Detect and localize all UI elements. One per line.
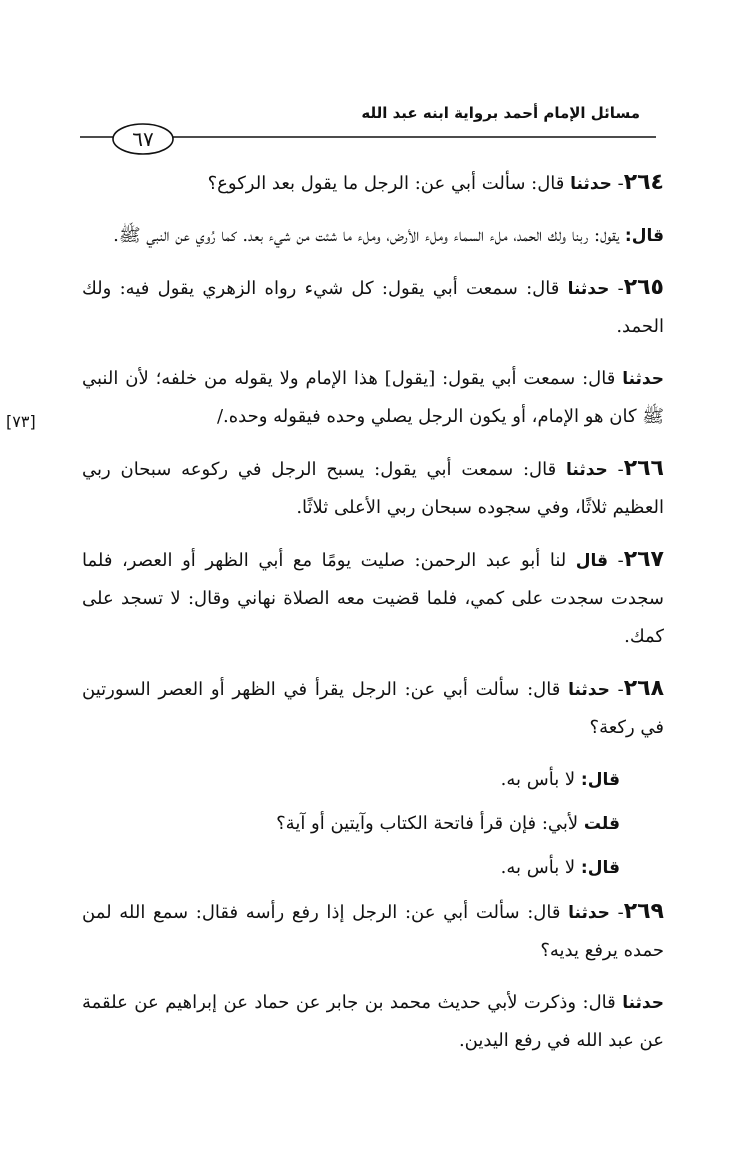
paragraph-text: قال: سألت أبي عن: الرجل يقرأ في الظهر أو العصر السورتين في ركعة؟ (82, 679, 664, 738)
qa-text: لأبي: فإن قرأ فاتحة الكتاب وآيتين أو آية؟ (276, 813, 584, 834)
entry-number: ٢٦٥ (623, 275, 664, 300)
keyword: حدثنا (622, 993, 664, 1013)
keyword: قال: (624, 226, 664, 246)
paragraph-text: قال: سمعت أبي يقول: كل شيء رواه الزهري يقول فيه: ولك الحمد. (82, 278, 664, 337)
entry-dash: - (611, 173, 624, 194)
keyword: قال: (580, 858, 620, 878)
keyword: قال (575, 551, 609, 571)
entry-dash: - (609, 902, 624, 923)
keyword: حدثنا (622, 369, 664, 389)
qa-text: لا بأس به. (500, 769, 581, 790)
paragraph (82, 893, 664, 970)
page-number: ٦٧ (132, 127, 154, 151)
paragraph (82, 164, 664, 203)
paragraph-text: قال: سمعت أبي يقول: يسبح الرجل في ركوعه سبحان ربي العظيم ثلاثًا، وفي سجوده سبحان ربي الأعلى ثلاثًا. (82, 459, 664, 518)
keyword: حدثنا (570, 174, 612, 194)
paragraph (82, 269, 664, 346)
keyword: حدثنا (568, 680, 610, 700)
entry-dash: - (609, 679, 624, 700)
qa-text: لا بأس به. (500, 857, 581, 878)
paragraph-text: قال: سألت أبي عن: الرجل إذا رفع رأسه فقال: سمع الله لمن حمده يرفع يديه؟ (82, 902, 664, 961)
keyword: حدثنا (567, 279, 610, 299)
keyword: حدثنا (568, 903, 610, 923)
paragraph-text: قال: وذكرت لأبي حديث محمد بن جابر عن حماد عن إبراهيم عن علقمة عن عبد الله في رفع اليدين. (82, 992, 664, 1051)
paragraph-text: لنا أبو عبد الرحمن: صليت يومًا مع أبي الظهر أو العصر، فلما سجدت سجدت على كمي، فلما قضيت معه الصلاة نهاني وقال: لا تسجد على كمك. (82, 550, 664, 647)
qa-line (82, 805, 664, 843)
paragraph-text: يقول: ربنا ولك الحمد، ملء السماء وملء الأرض، وملء ما شئت من شيء بعد. كما رُوي عن النبي ﷺ. (113, 225, 625, 246)
entry-dash: - (608, 550, 624, 571)
paragraph-text: قال: سمعت أبي يقول: [يقول] هذا الإمام ولا يقوله من خلفه؛ لأن النبي ﷺ كان هو الإمام، أو يكون الرجل يصلي وحده فيقوله وحده./ (82, 368, 664, 427)
entry-number: ٢٦٤ (623, 170, 664, 195)
paragraph-text: قال: سألت أبي عن: الرجل ما يقول بعد الركوع؟ (207, 173, 571, 194)
entry-number: ٢٦٦ (623, 456, 664, 481)
margin-page-ref: [٧٣] (6, 412, 36, 431)
entry-number: ٢٦٨ (623, 676, 665, 701)
entry-dash: - (609, 278, 624, 299)
keyword: قال: (580, 770, 620, 790)
paragraph (82, 360, 664, 436)
paragraph (82, 217, 664, 255)
entry-number: ٢٦٩ (623, 899, 664, 924)
entry-number: ٢٦٧ (623, 547, 664, 572)
keyword: قلت (583, 814, 620, 834)
entry-dash: - (607, 459, 624, 480)
running-title: مسائل الإمام أحمد برواية ابنه عبد الله (361, 104, 640, 122)
paragraph (82, 450, 664, 527)
qa-line (82, 849, 664, 887)
paragraph (82, 541, 664, 656)
keyword: حدثنا (566, 460, 608, 480)
qa-line (82, 761, 664, 799)
paragraph (82, 984, 664, 1060)
page-body (82, 164, 664, 1074)
paragraph (82, 670, 664, 747)
